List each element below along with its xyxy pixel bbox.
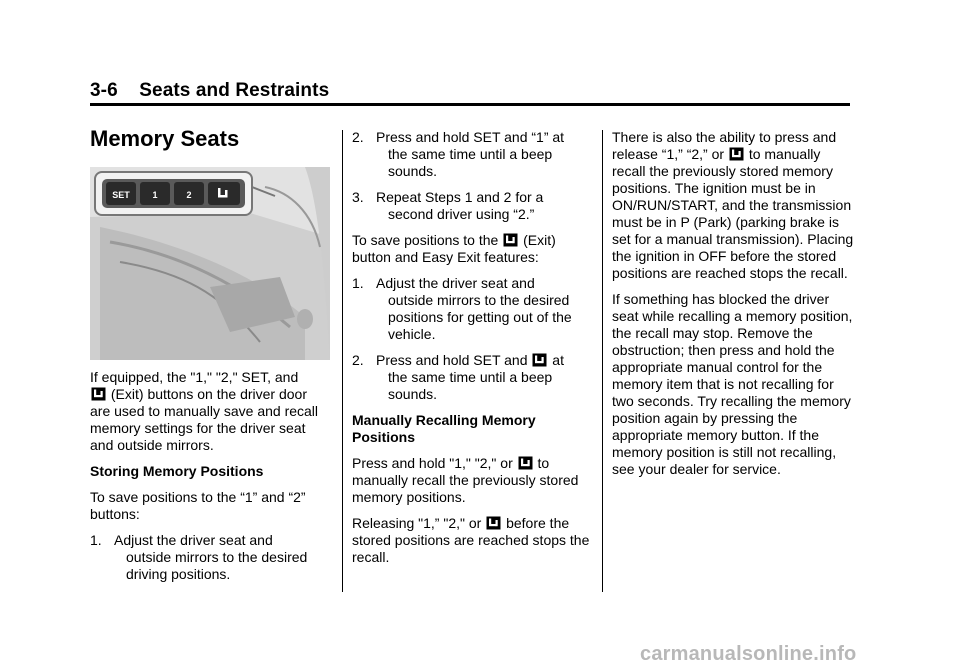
watermark: carmanualsonline.info xyxy=(640,643,857,665)
subheading-storing: Storing Memory Positions xyxy=(90,463,264,479)
svg-text:1: 1 xyxy=(152,190,158,200)
exit-icon xyxy=(91,387,106,401)
column-divider xyxy=(602,130,603,592)
running-header: 3-6 Seats and Restraints xyxy=(90,80,330,101)
set-button xyxy=(106,182,136,205)
exit-steps-list xyxy=(352,275,592,403)
svg-text:SET: SET xyxy=(112,190,130,200)
svg-text:2: 2 xyxy=(186,190,192,200)
exit-icon xyxy=(518,456,533,470)
list-item: 3. Repeat Steps 1 and 2 for a second driver using “2.” xyxy=(352,189,544,222)
release-paragraph: Releasing "1,” "2," or before the stored positions are reached stops the recall. xyxy=(352,515,590,565)
press-paragraph: Press and hold "1," "2," or to manually recall the previously stored memory positions. xyxy=(352,455,579,505)
memory-2-button xyxy=(174,182,204,205)
column-divider xyxy=(342,130,343,592)
exit-icon xyxy=(503,233,518,247)
intro-paragraph: If equipped, the "1," "2," SET, and (Exit) buttons on the driver door are used to manually save and recall memory settings for the driver seat and outside mirrors. xyxy=(90,369,319,453)
exit-save-paragraph: To save positions to the (Exit) button and Easy Exit features: xyxy=(352,232,556,265)
blocked-seat-paragraph: If something has blocked the driver seat while recalling a memory position, the recall may stop. Remove the obstruction; then press and hold the appropriate manual control for the memory item that is not recalling for two seconds. Try recalling the memory position again by pressing the appropriate memory button. If the memory position is still not recalling, see your dealer for service. xyxy=(612,291,853,477)
exit-icon xyxy=(532,353,547,367)
exit-icon xyxy=(486,516,501,530)
exit-icon xyxy=(729,147,744,161)
memory-1-button xyxy=(140,182,170,205)
exit-seat-button xyxy=(208,182,240,205)
list-item: 1. Adjust the driver seat and outside mirrors to the desired positions for getting out of the vehicle. xyxy=(352,275,572,342)
section-title: Memory Seats xyxy=(90,126,240,151)
column-1 xyxy=(90,369,330,592)
steps-list xyxy=(90,532,330,583)
header-rule xyxy=(90,103,850,106)
manual-recall-paragraph: There is also the ability to press and release “1,” “2,” or to manually recall the previously stored memory positions. The ignition must be in ON/RUN/START, and the transmission must be in P (Park) (parking brake is set for a manual transmission). Placing the ignition in OFF before the stored positions are reached stops the recall. xyxy=(612,129,854,281)
save-instructions: To save positions to the “1” and “2” buttons: xyxy=(90,489,306,522)
column-3 xyxy=(612,129,854,487)
column-2 xyxy=(352,129,592,575)
list-item: 1. Adjust the driver seat and outside mirrors to the desired driving positions. xyxy=(90,532,308,582)
list-item: 2. Press and hold SET and “1” at the same time until a beep sounds. xyxy=(352,129,565,179)
subheading-recalling: Manually Recalling Memory Positions xyxy=(352,412,536,445)
steps-list xyxy=(352,129,592,223)
memory-seat-buttons-illustration xyxy=(90,167,330,360)
list-item: 2. Press and hold SET and at the same time until a beep sounds. xyxy=(352,352,564,402)
